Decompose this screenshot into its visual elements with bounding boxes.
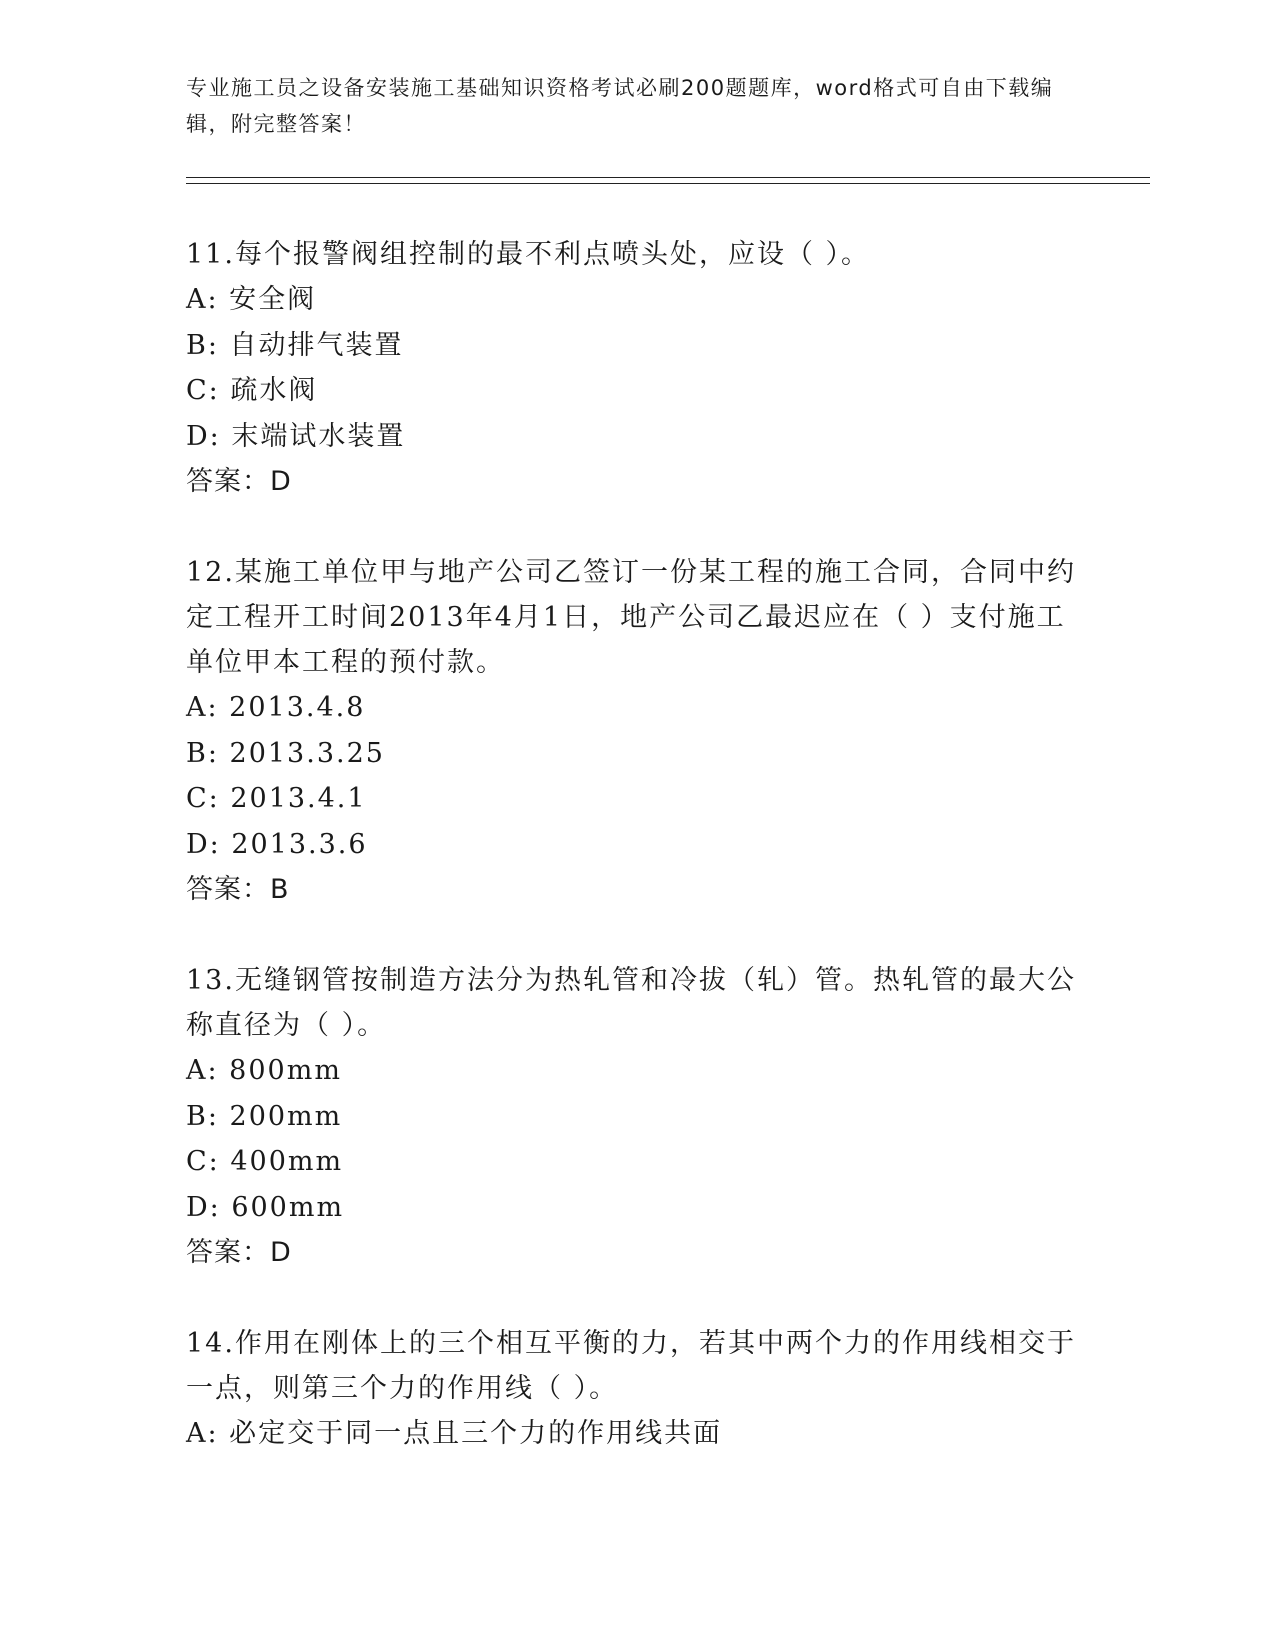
option-b: B: 2013.3.25 [186, 737, 385, 769]
document-header: 专业施工员之设备安装施工基础知识资格考试必刷200题题库，word格式可自由下载编辑，附完整答案！ [186, 76, 1054, 136]
option-d: D: 600mm [186, 1191, 345, 1223]
option-d: D: 末端试水装置 [186, 420, 406, 452]
option-b: B: 自动排气装置 [186, 329, 404, 361]
option-a: A: 2013.4.8 [186, 692, 366, 723]
question-stem: 11.每个报警阀组控制的最不利点喷头处，应设（ ）。 [186, 239, 871, 270]
option-a: A: 安全阀 [186, 284, 317, 315]
question-list [186, 232, 1086, 1503]
header-divider-top [186, 177, 1150, 178]
question-item [186, 232, 1086, 504]
option-d: D: 2013.3.6 [186, 828, 368, 860]
question-item [186, 1321, 1086, 1457]
option-a: A: 800mm [186, 1055, 342, 1086]
question-stem: 13.无缝钢管按制造方法分为热轧管和冷拔（轧）管。热轧管的最大公称直径为（ ）。 [186, 965, 1076, 1041]
question-item [186, 550, 1086, 912]
option-c: C: 400mm [186, 1146, 344, 1177]
option-c: C: 疏水阀 [186, 375, 318, 406]
header-divider-bottom [186, 183, 1150, 184]
question-item [186, 958, 1086, 1275]
question-stem: 12.某施工单位甲与地产公司乙签订一份某工程的施工合同，合同中约定工程开工时间2013年4月1日，地产公司乙最迟应在（ ）支付施工单位甲本工程的预付款。 [186, 557, 1076, 678]
answer-text: 答案：B [186, 874, 290, 905]
option-a: A: 必定交于同一点且三个力的作用线共面 [186, 1418, 723, 1449]
option-b: B: 200mm [186, 1100, 343, 1132]
answer-text: 答案：D [186, 466, 292, 497]
question-stem: 14.作用在刚体上的三个相互平衡的力，若其中两个力的作用线相交于一点，则第三个力的作用线（ ）。 [186, 1328, 1076, 1404]
answer-text: 答案：D [186, 1237, 292, 1268]
option-c: C: 2013.4.1 [186, 783, 367, 814]
